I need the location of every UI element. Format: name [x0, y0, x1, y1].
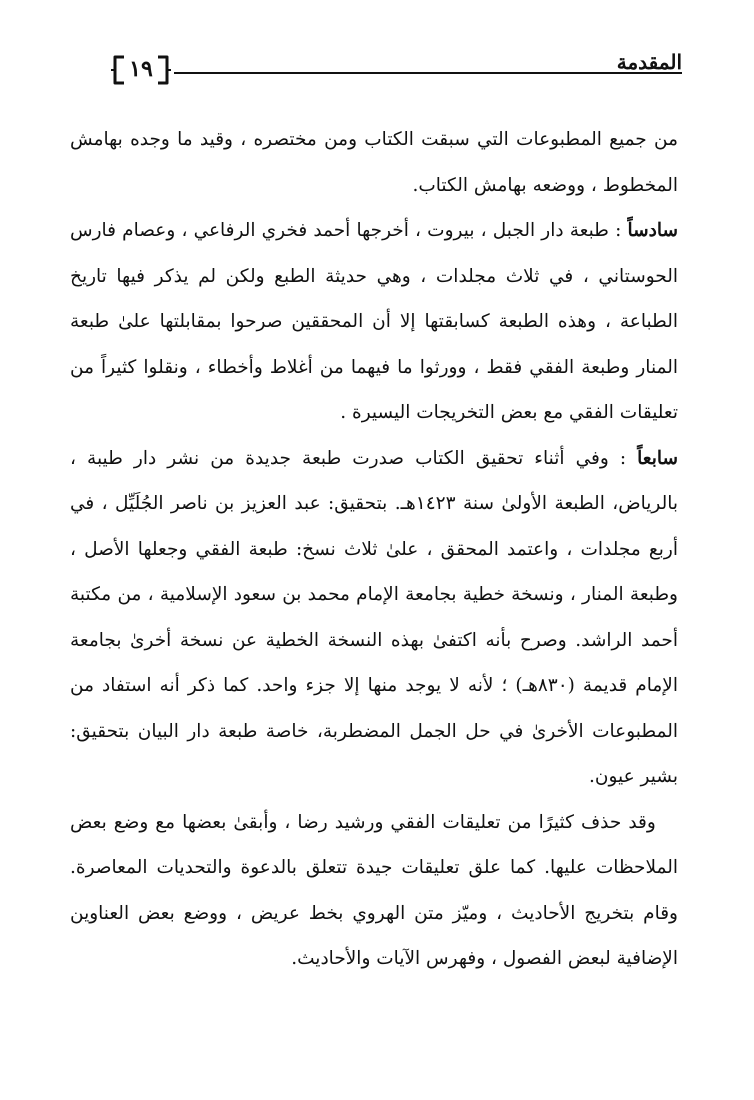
page-number-frame: [110, 52, 172, 88]
chapter-title: المقدمة: [616, 50, 682, 74]
paragraph-label: سادساً: [627, 220, 678, 241]
page-number: ١٩: [129, 56, 153, 82]
paragraph-text: : طبعة دار الجبل ، بيروت ، أخرجها أحمد فخري الرفاعي ، وعصام فارس الحوستاني ، في ثلاث مجلدات ، وهي حديثة الطبع ولكن لم يذكر فيها تاريخ الطباعة ، وهذه الطبعة كسابقتها إلا أن المحققين صرحوا بمقابلتها علىٰ طبعة المنار وطبعة الفقي فقط ، وورثوا ما فيهما من أغلاط وأخطاء ، ونقلوا كثيراً من تعليقات الفقي مع بعض التخريجات اليسيرة .: [70, 220, 678, 423]
paragraph-text: : وفي أثناء تحقيق الكتاب صدرت طبعة جديدة من نشر دار طيبة ، بالرياض، الطبعة الأولىٰ سنة ١٤٢٣هـ. بتحقيق: عبد العزيز بن ناصر الجُلَيِّل ، في أربع مجلدات ، واعتمد المحقق ، علىٰ ثلاث نسخ: طبعة الفقي وجعلها الأصل ، وطبعة المنار ، ونسخة خطية بجامعة الإمام محمد بن سعود الإسلامية ، من مكتبة أحمد الراشد. وصرح بأنه اكتفىٰ بهذه النسخة الخطية عن نسخة أخرىٰ بجامعة الإمام قديمة (٨٣٠هـ) ؛ لأنه لا يوجد منها إلا جزء واحد. كما ذكر أنه استفاد من المطبوعات الأخرىٰ في حل الجمل المضطربة، خاصة طبعة دار البيان بتحقيق: بشير عيون.: [70, 447, 679, 787]
paragraph-label: سابعاً: [637, 447, 678, 469]
running-header: [110, 44, 682, 86]
body-text: [70, 117, 678, 982]
paragraph-text: وقد حذف كثيرًا من تعليقات الفقي ورشيد رضا ، وأبقىٰ بعضها مع وضع بعض الملاحظات عليها. كما علق تعليقات جيدة تتعلق بالدعوة والتحديات المعاصرة. وقام بتخريج الأحاديث ، وميّز متن الهروي بخط عريض ، ووضع بعض العناوين الإضافية لبعض الفصول ، وفهرس الآيات والأحاديث.: [70, 811, 678, 969]
paragraph: [70, 117, 678, 208]
paragraph: [70, 436, 678, 800]
paragraph-text: من جميع المطبوعات التي سبقت الكتاب ومن مختصره ، وقيد ما وجده بهامش المخطوط ، ووضعه بهامش الكتاب.: [70, 129, 678, 196]
header-rule: [174, 72, 682, 74]
paragraph: [70, 208, 678, 436]
paragraph: [70, 800, 678, 982]
